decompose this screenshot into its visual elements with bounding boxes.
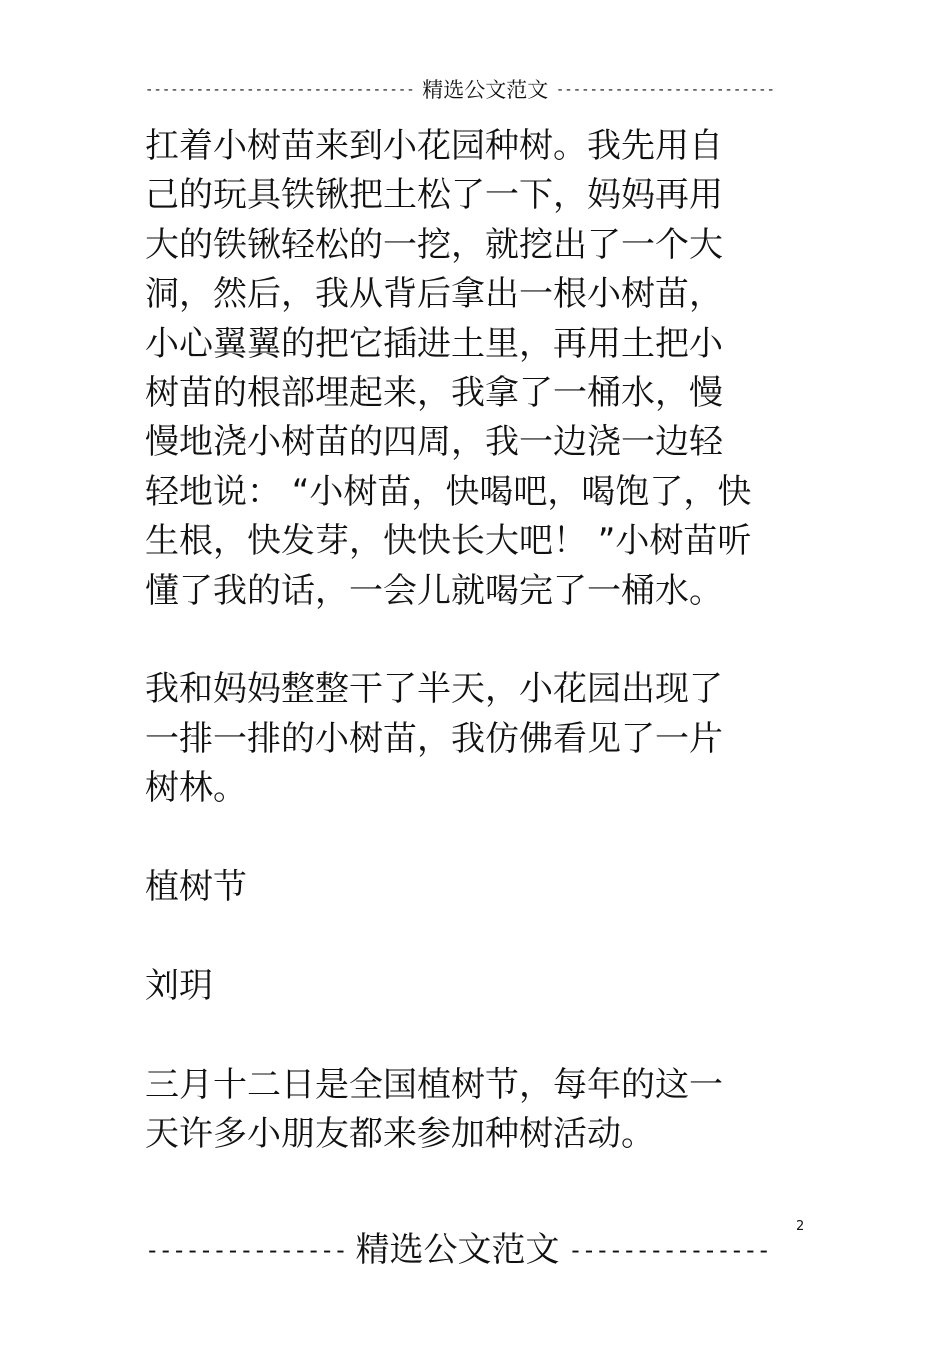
- essay-title: 植树节: [145, 867, 247, 908]
- footer-dash-left: ---------------: [145, 1236, 347, 1264]
- header-dash-right: --------------------------: [555, 82, 775, 98]
- essay-author: 刘玥: [145, 965, 213, 1006]
- paragraph-gap: [145, 814, 815, 863]
- footer-dash-right: ---------------: [568, 1236, 770, 1264]
- paragraph-intro: 三月十二日是全国植树节，每年的这一 天许多小朋友都来参加种树活动。: [145, 1064, 723, 1155]
- paragraph-result: 我和妈妈整整干了半天，小花园出现了 一排一排的小树苗，我仿佛看见了一片 树林。: [145, 669, 723, 809]
- header-title: 精选公文范文: [422, 78, 549, 102]
- paragraph-planting: 扛着小树苗来到小花园种树。我先用自 己的玩具铁锹把土松了一下，妈妈再用 大的铁锹轻松的一挖，就挖出了一个大 洞，然后，我从背后拿出一根小树苗， 小心翼翼的把它插进土里，再用土把小 树苗的根部埋起来，我拿了一桶水，慢 慢地浇小树苗的四周，我一边浇一边轻 轻地说： “小树苗，快喝吧，喝饱了，快 生根，快发芽，快快长大吧！ ”小树苗听 懂了我的话，一会儿就喝完了一桶水。: [145, 126, 752, 611]
- footer-title: 精选公文范文: [355, 1230, 560, 1270]
- document-body: [145, 122, 815, 1159]
- paragraph-gap: [145, 1011, 815, 1060]
- paragraph-gap: [145, 912, 815, 961]
- page-footer: [145, 1228, 770, 1272]
- page-number: 2: [796, 1219, 805, 1234]
- header-dash-left: --------------------------------: [145, 82, 415, 98]
- paragraph-gap: [145, 616, 815, 665]
- page-header: [145, 76, 775, 104]
